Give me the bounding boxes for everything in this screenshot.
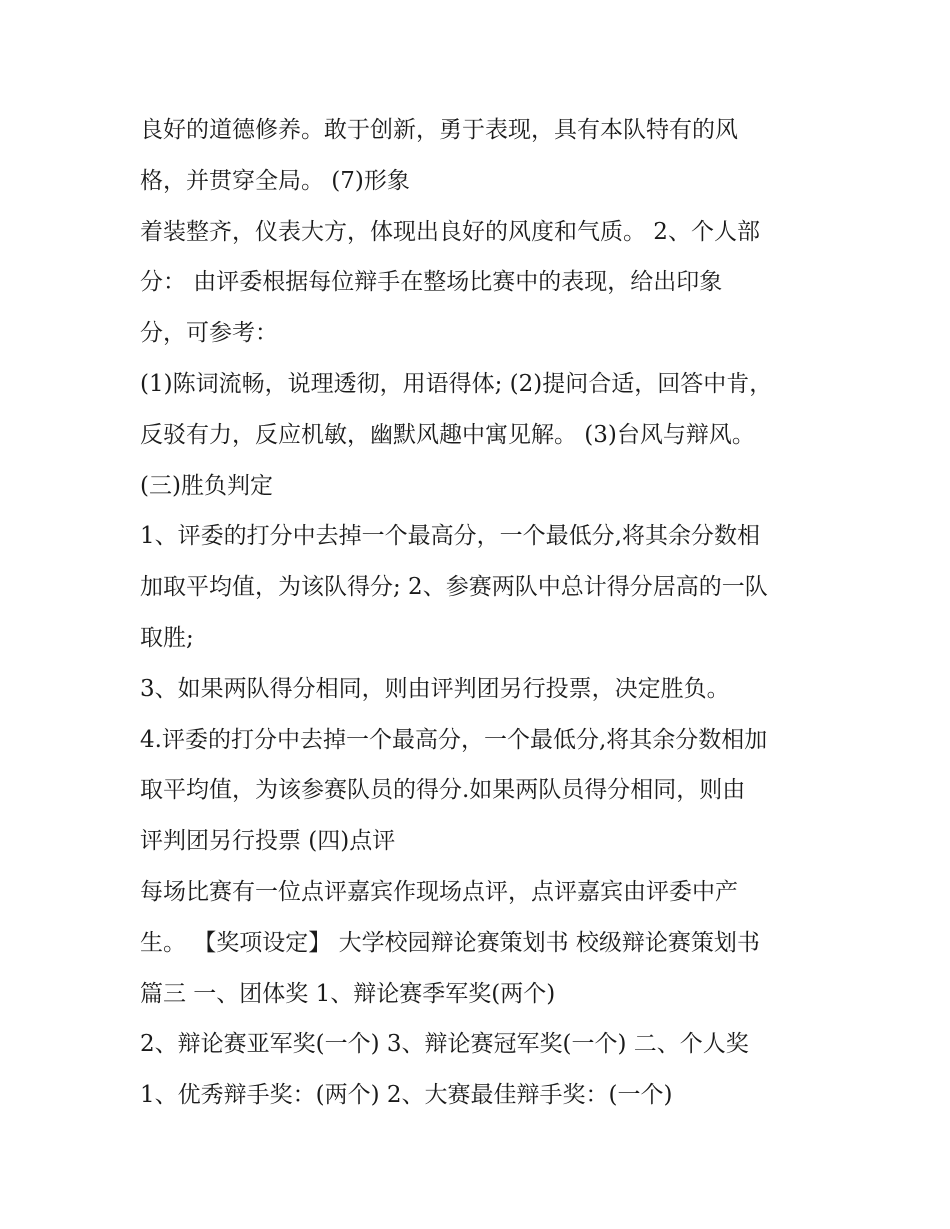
text-line-8: (三)胜负判定 — [140, 473, 273, 499]
text-line-14: 取平均值，为该参赛队员的得分.如果两队员得分相同，则由 — [140, 777, 746, 803]
text-line-3: 着装整齐，仪表大方，体现出良好的风度和气质。 2、个人部 — [140, 219, 760, 245]
text-line-2: 格，并贯穿全局。 (7)形象 — [140, 168, 410, 194]
text-line-1: 良好的道德修养。敢于创新，勇于表现，具有本队特有的风 — [140, 117, 738, 143]
text-line-18: 篇三 一、团体奖 1、辩论赛季军奖(两个) — [140, 981, 556, 1007]
text-line-19: 2、辩论赛亚军奖(一个) 3、辩论赛冠军奖(一个) 二、个人奖 — [140, 1031, 749, 1057]
text-line-13: 4.评委的打分中去掉一个最高分，一个最低分,将其余分数相加 — [140, 727, 768, 753]
text-line-11: 取胜; — [140, 625, 194, 651]
text-line-15: 评判团另行投票 (四)点评 — [140, 828, 396, 854]
text-line-5: 分，可参考： — [140, 320, 278, 346]
text-line-16: 每场比赛有一位点评嘉宾作现场点评，点评嘉宾由评委中产 — [140, 879, 738, 905]
text-line-7: 反驳有力，反应机敏，幽默风趣中寓见解。 (3)台风与辩风。 — [140, 422, 755, 448]
text-line-12: 3、如果两队得分相同，则由评判团另行投票，决定胜负。 — [140, 676, 730, 702]
text-line-9: 1、评委的打分中去掉一个最高分，一个最低分,将其余分数相 — [140, 523, 760, 549]
text-line-17: 生。 【奖项设定】 大学校园辩论赛策划书 校级辩论赛策划书 — [140, 930, 760, 956]
text-line-20: 1、优秀辩手奖：(两个) 2、大赛最佳辩手奖：(一个) — [140, 1082, 673, 1108]
text-line-4: 分： 由评委根据每位辩手在整场比赛中的表现，给出印象 — [140, 269, 723, 295]
text-line-6: (1)陈词流畅，说理透彻，用语得体; (2)提问合适，回答中肯， — [140, 371, 773, 397]
text-line-10: 加取平均值，为该队得分; 2、参赛两队中总计得分居高的一队 — [140, 574, 768, 600]
